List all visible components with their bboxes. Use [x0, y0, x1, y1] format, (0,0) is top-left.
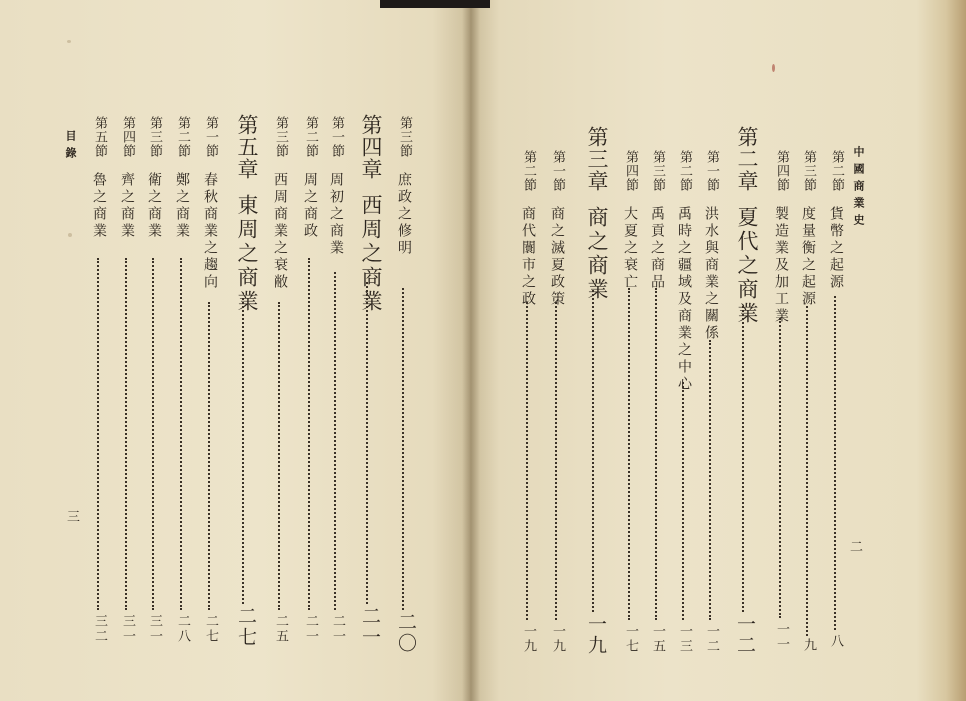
- entry-title: 周初之商業: [328, 172, 344, 257]
- toc-entry[interactable]: [144, 116, 164, 240]
- toc-entry[interactable]: [798, 150, 818, 308]
- toc-entry[interactable]: [620, 150, 640, 291]
- paper-speck: [772, 64, 775, 72]
- page-number: 一二: [734, 614, 756, 656]
- page-number: 九: [801, 638, 816, 653]
- left-running-head: 目錄: [64, 130, 77, 164]
- toc-entry[interactable]: [582, 126, 612, 302]
- page-number: 三一: [120, 614, 135, 644]
- leader-dots: [180, 258, 182, 610]
- leader-dots: [526, 302, 528, 620]
- toc-entry[interactable]: [394, 116, 414, 257]
- entry-title: 周之商政: [302, 172, 318, 240]
- entry-number: 第一節: [704, 150, 719, 192]
- entry-number: 第二節: [677, 150, 692, 192]
- entry-title: 西周商業之衰敝: [272, 172, 288, 291]
- entry-number: 第二章: [735, 126, 759, 192]
- leader-dots: [334, 272, 336, 610]
- leader-dots: [592, 290, 594, 612]
- right-page: [470, 0, 966, 701]
- entry-title: 大夏之衰亡: [622, 206, 638, 291]
- entry-number: 第二節: [175, 116, 190, 158]
- entry-number: 第四章: [359, 114, 383, 180]
- toc-entry[interactable]: [232, 114, 262, 314]
- book-cover-edge: [380, 0, 490, 8]
- leader-dots: [709, 340, 711, 620]
- leader-dots: [242, 298, 244, 604]
- toc-entry[interactable]: [172, 116, 192, 240]
- entry-title: 商代闤市之政: [520, 206, 536, 308]
- leader-dots: [402, 288, 404, 610]
- toc-entry[interactable]: [89, 116, 109, 240]
- page-number: 二五: [273, 614, 288, 644]
- entry-number: 第四節: [774, 150, 789, 192]
- entry-number: 第五章: [235, 114, 259, 180]
- toc-entry[interactable]: [771, 150, 791, 325]
- paper-speck: [67, 40, 71, 43]
- toc-entry[interactable]: [674, 150, 694, 393]
- entry-title: 齊之商業: [119, 172, 135, 240]
- entry-title: 洪水與商業之關係: [703, 206, 719, 342]
- leader-dots: [555, 302, 557, 620]
- entry-number: 第四節: [120, 116, 135, 158]
- toc-entry[interactable]: [647, 150, 667, 291]
- left-folio: 三: [67, 510, 81, 525]
- page-number: 三二: [92, 614, 107, 644]
- entry-title: 製造業及加工業: [773, 206, 789, 325]
- entry-number: 第五節: [92, 116, 107, 158]
- entry-title: 衛之商業: [146, 172, 162, 240]
- page-number: 一二: [704, 624, 719, 654]
- leader-dots: [208, 302, 210, 610]
- entry-title: 魯之商業: [91, 172, 107, 240]
- leader-dots: [97, 258, 99, 610]
- entry-number: 第三節: [147, 116, 162, 158]
- page-number: 一七: [623, 624, 638, 654]
- toc-entry[interactable]: [356, 114, 386, 314]
- page-number: 三一: [147, 614, 162, 644]
- entry-number: 第一節: [203, 116, 218, 158]
- page-number: 二七: [203, 614, 218, 644]
- entry-number: 第三節: [273, 116, 288, 158]
- leader-dots: [278, 302, 280, 610]
- leader-dots: [742, 306, 744, 612]
- page-number: 二七: [235, 606, 257, 648]
- leader-dots: [682, 382, 684, 620]
- entry-number: 第三章: [585, 126, 609, 192]
- entry-number: 第三節: [397, 116, 412, 158]
- entry-number: 第四節: [623, 150, 638, 192]
- page-number: 二〇: [395, 612, 417, 654]
- entry-title: 商之商業: [585, 206, 609, 302]
- right-running-head: 中國商業史: [852, 146, 865, 231]
- entry-title: 度量衡之起源: [800, 206, 816, 308]
- entry-title: 禹時之疆域及商業之中心: [676, 206, 692, 393]
- page-number: 一九: [550, 624, 565, 654]
- page-number: 二一: [330, 614, 345, 644]
- book-gutter: [462, 0, 480, 701]
- toc-entry[interactable]: [826, 150, 846, 291]
- page-number: 一五: [650, 624, 665, 654]
- entry-title: 東周之商業: [235, 194, 259, 314]
- leader-dots: [779, 318, 781, 618]
- entry-title: 庶政之修明: [396, 172, 412, 257]
- entry-number: 第三節: [801, 150, 816, 192]
- page-number: 一九: [585, 614, 607, 656]
- toc-entry[interactable]: [270, 116, 290, 291]
- toc-entry[interactable]: [701, 150, 721, 342]
- entry-title: 夏代之商業: [735, 206, 759, 326]
- toc-entry[interactable]: [300, 116, 320, 240]
- leader-dots: [655, 288, 657, 620]
- toc-entry[interactable]: [200, 116, 220, 291]
- entry-title: 貨幣之起源: [828, 206, 844, 291]
- entry-title: 春秋商業之趨向: [202, 172, 218, 291]
- leader-dots: [152, 258, 154, 610]
- right-folio: 二: [850, 540, 864, 555]
- toc-entry[interactable]: [547, 150, 567, 308]
- toc-entry[interactable]: [518, 150, 538, 308]
- entry-number: 第一節: [550, 150, 565, 192]
- toc-entry[interactable]: [732, 126, 762, 326]
- page-number: 一一: [774, 622, 789, 652]
- page-number: 二一: [303, 614, 318, 644]
- entry-title: 商之滅夏政策: [549, 206, 565, 308]
- left-page: [0, 0, 470, 701]
- page-number: 一九: [521, 624, 536, 654]
- entry-number: 第二節: [303, 116, 318, 158]
- page-number: 二八: [175, 614, 190, 644]
- toc-entry[interactable]: [326, 116, 346, 257]
- entry-number: 第三節: [650, 150, 665, 192]
- leader-dots: [806, 306, 808, 636]
- paper-speck: [68, 233, 72, 237]
- leader-dots: [308, 258, 310, 610]
- entry-number: 第二節: [521, 150, 536, 192]
- page-number: 八: [828, 634, 843, 649]
- leader-dots: [366, 282, 368, 604]
- entry-title: 鄭之商業: [174, 172, 190, 240]
- page-number: 一三: [677, 624, 692, 654]
- entry-title: 西周之商業: [359, 194, 383, 314]
- leader-dots: [834, 296, 836, 630]
- entry-number: 第一節: [329, 116, 344, 158]
- leader-dots: [125, 258, 127, 610]
- page-number: 二一: [359, 606, 381, 648]
- toc-entry[interactable]: [117, 116, 137, 240]
- entry-title: 禹貢之商品: [649, 206, 665, 291]
- entry-number: 第二節: [829, 150, 844, 192]
- leader-dots: [628, 288, 630, 620]
